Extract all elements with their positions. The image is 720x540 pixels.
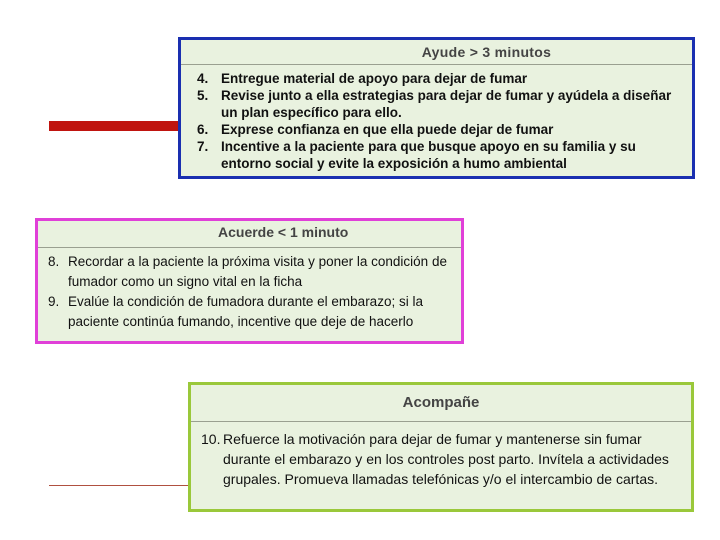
- acompane-list: [191, 422, 691, 489]
- list-item: [48, 252, 455, 292]
- ayude-title: Ayude > 3 minutos: [181, 40, 692, 65]
- item-number: 9.: [48, 294, 60, 309]
- acuerde-title: Acuerde < 1 minuto: [38, 221, 461, 248]
- acuerde-list: [38, 248, 461, 332]
- item-number: 10.: [201, 431, 221, 447]
- item-number: 8.: [48, 254, 60, 269]
- acompane-title: Acompañe: [191, 385, 691, 422]
- item-text: Refuerce la motivación para dejar de fumar y mantenerse sin fumar durante el embarazo y en los controles post parto. Invítela a actividades grupales. Promueva llamadas telefónicas y/o el intercambio de cartas.: [223, 431, 669, 487]
- list-item: [197, 121, 686, 138]
- list-item: [197, 87, 686, 121]
- item-text: Evalúe la condición de fumadora durante el embarazo; si la paciente continúa fumando, incentive que deje de hacerlo: [68, 294, 423, 329]
- item-number: 6.: [197, 122, 209, 137]
- item-number: 5.: [197, 88, 209, 103]
- item-number: 4.: [197, 71, 209, 86]
- list-item: [201, 429, 685, 489]
- item-text: Revise junto a ella estrategias para dejar de fumar y ayúdela a diseñar un plan específico para ello.: [221, 88, 672, 120]
- item-number: 7.: [197, 139, 209, 154]
- item-text: Entregue material de apoyo para dejar de fumar: [221, 71, 528, 86]
- acompane-box: [188, 382, 694, 512]
- list-item: [48, 292, 455, 332]
- item-text: Recordar a la paciente la próxima visita y poner la condición de fumador como un signo vital en la ficha: [68, 254, 447, 289]
- item-text: Incentive a la paciente para que busque apoyo en su familia y su entorno social y evite la exposición a humo ambiental: [221, 139, 636, 171]
- acuerde-box: [35, 218, 464, 344]
- red-accent-bar: [49, 121, 179, 131]
- list-item: [197, 138, 686, 172]
- ayude-box: [178, 37, 695, 179]
- ayude-list: [181, 65, 692, 172]
- list-item: [197, 70, 686, 87]
- item-text: Exprese confianza en que ella puede dejar de fumar: [221, 122, 554, 137]
- thin-accent-line: [49, 485, 188, 486]
